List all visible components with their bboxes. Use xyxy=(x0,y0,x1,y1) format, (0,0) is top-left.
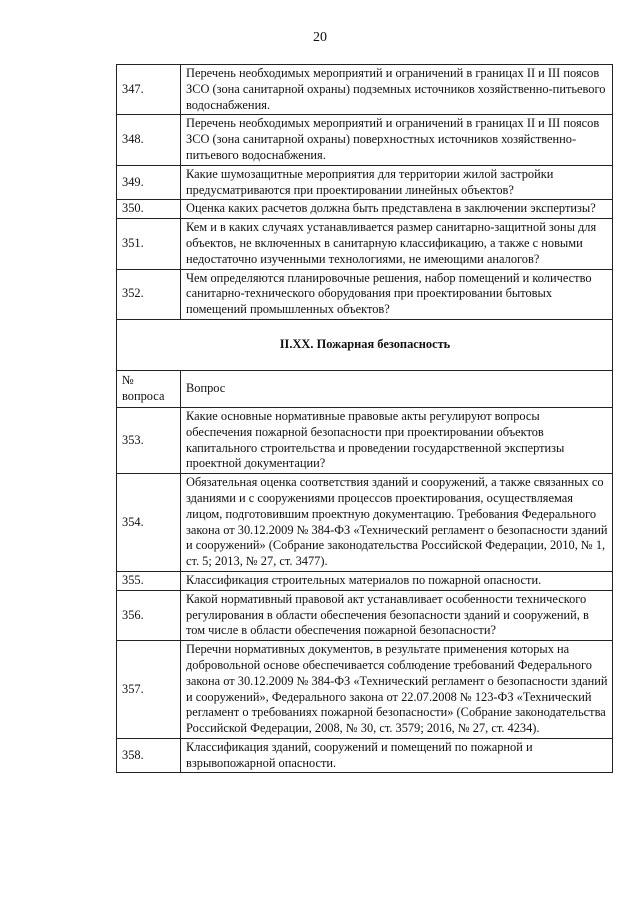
table-row xyxy=(117,115,613,165)
question-text: Классификация зданий, сооружений и помещений по пожарной и взрывопожарной опасности. xyxy=(181,738,613,773)
table-row xyxy=(117,641,613,739)
question-text: Оценка каких расчетов должна быть представлена в заключении экспертизы? xyxy=(181,200,613,219)
question-number: 353. xyxy=(117,407,181,473)
question-text: Перечень необходимых мероприятий и ограничений в границах II и III поясов ЗСО (зона санитарной охраны) поверхностных источников хозяйственно-питьевого водоснабжения. xyxy=(181,115,613,165)
table-row xyxy=(117,571,613,590)
table-row xyxy=(117,474,613,572)
question-number: 355. xyxy=(117,571,181,590)
question-text: Перечень необходимых мероприятий и ограничений в границах II и III поясов ЗСО (зона санитарной охраны) подземных источников хозяйственно-питьевого водоснабжения. xyxy=(181,65,613,115)
table-row xyxy=(117,200,613,219)
question-number: 357. xyxy=(117,641,181,739)
question-text: Чем определяются планировочные решения, набор помещений и количество санитарно-технического оборудования при проектировании бытовых помещений промышленных объектов? xyxy=(181,269,613,319)
question-text: Обязательная оценка соответствия зданий и сооружений, а также связанных со зданиями и с сооружениями процессов проектирования, осуществляемая лицом, подготовившим проектную документацию. Требования Федерального закона от 30.12.2009 № 384-ФЗ «Технический регламент о безопасности зданий и сооружений» (Собрание законодательства Российской Федерации, 2010, № 1, ст. 5; 2013, № 27, ст. 3477). xyxy=(181,474,613,572)
question-text: Классификация строительных материалов по пожарной опасности. xyxy=(181,571,613,590)
question-number: 354. xyxy=(117,474,181,572)
table-row xyxy=(117,65,613,115)
table-row xyxy=(117,738,613,773)
question-text: Какие основные нормативные правовые акты регулируют вопросы обеспечения пожарной безопасности при проектировании объектов капитального строительства и проведении государственной экспертизы проектной документации? xyxy=(181,407,613,473)
column-header-question: Вопрос xyxy=(181,370,613,407)
question-text: Перечни нормативных документов, в результате применения которых на добровольной основе обеспечивается соблюдение требований Федерального закона от 30.12.2009 № 384-ФЗ «Технический регламент о безопасности зданий и сооружений», Федерального закона от 22.07.2008 № 123-ФЗ «Технический регламент о требованиях пожарной безопасности» (Собрание законодательства Российской Федерации, 2008, № 30, ст. 3579; 2016, № 27, ст. 4234). xyxy=(181,641,613,739)
question-number: 350. xyxy=(117,200,181,219)
question-number: 349. xyxy=(117,165,181,200)
question-text: Какие шумозащитные мероприятия для территории жилой застройки предусматриваются при проектировании линейных объектов? xyxy=(181,165,613,200)
question-number: 352. xyxy=(117,269,181,319)
question-text: Какой нормативный правовой акт устанавливает особенности технического регулирования в области обеспечения безопасности зданий и сооружений, в том числе в области обеспечения пожарной безопасности? xyxy=(181,590,613,640)
question-text: Кем и в каких случаях устанавливается размер санитарно-защитной зоны для объектов, не включенных в санитарную классификацию, а также с новыми недостаточно изученными технологиями, не имеющими аналогов? xyxy=(181,219,613,269)
question-number: 348. xyxy=(117,115,181,165)
question-number: 347. xyxy=(117,65,181,115)
questions-table xyxy=(116,64,613,773)
table-row xyxy=(117,590,613,640)
table-header-row xyxy=(117,370,613,407)
table-row xyxy=(117,269,613,319)
section-title: II.XX. Пожарная безопасность xyxy=(117,319,613,370)
table-row xyxy=(117,219,613,269)
question-number: 356. xyxy=(117,590,181,640)
question-number: 351. xyxy=(117,219,181,269)
table-row xyxy=(117,165,613,200)
table-row xyxy=(117,407,613,473)
section-row xyxy=(117,319,613,370)
column-header-number: № вопроса xyxy=(117,370,181,407)
page-number: 20 xyxy=(313,30,327,45)
question-number: 358. xyxy=(117,738,181,773)
